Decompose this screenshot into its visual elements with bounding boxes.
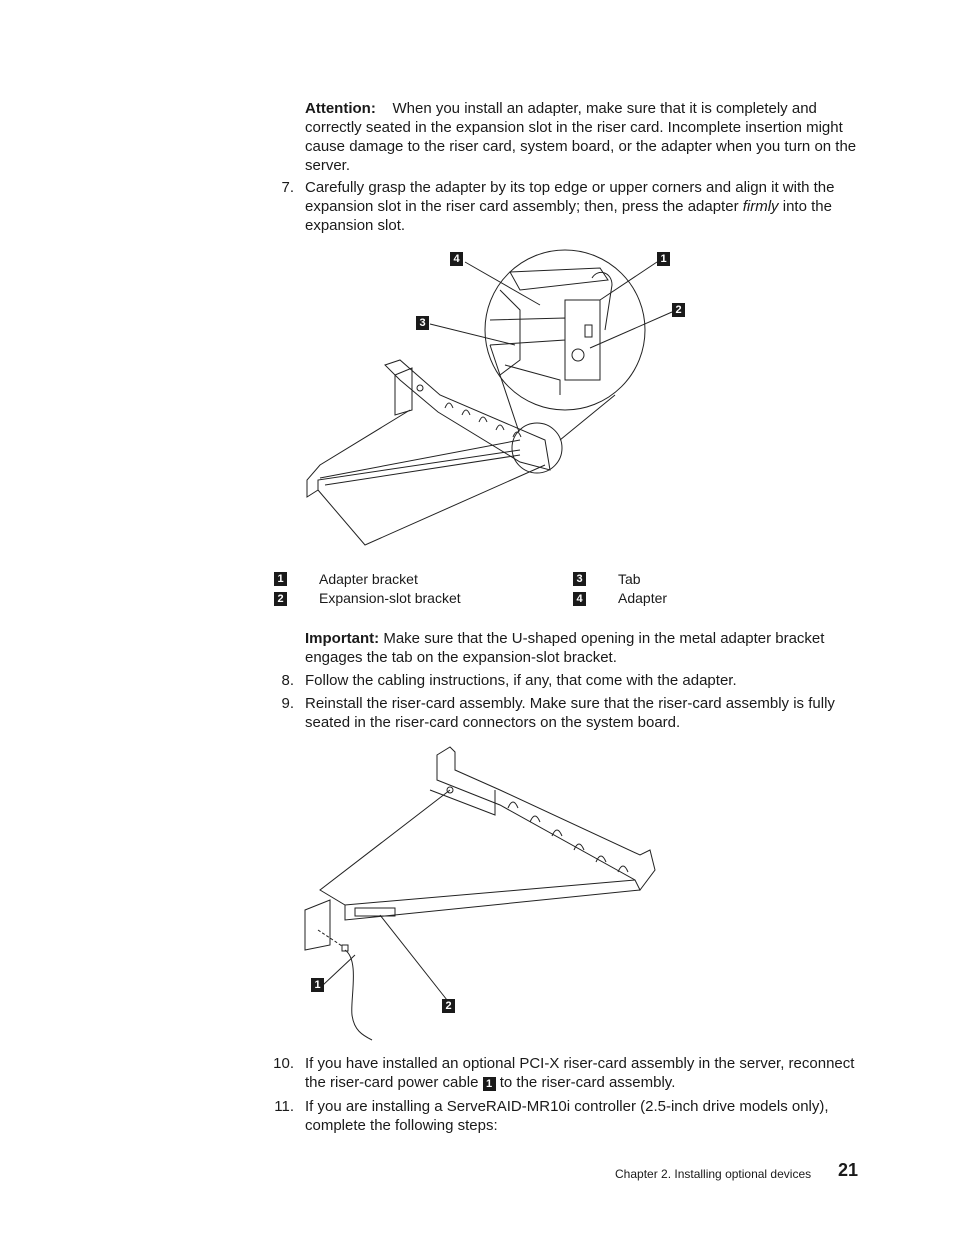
step-7-emphasis: firmly (742, 198, 779, 215)
riser2-card-top (320, 790, 635, 905)
figure1-callout-3: 3 (416, 316, 429, 330)
adapter-card-top (307, 410, 520, 497)
step-7-number: 7. (281, 179, 294, 196)
riser2-end-plate (305, 900, 330, 950)
legend-callout-1: 1 (274, 572, 287, 586)
detail-source-circle (512, 423, 562, 473)
legend-label-2: Expansion-slot bracket (319, 590, 461, 606)
legend-callout-4: 4 (573, 592, 586, 606)
power-cable (345, 950, 372, 1040)
figure1-callout-1: 1 (657, 252, 670, 266)
riser-hole (417, 385, 423, 391)
adapter-install-illustration (0, 245, 954, 555)
step-10-text-before: If you have installed an optional PCI-X riser-card assembly in the server, reconnect the riser-card power cable (305, 1055, 855, 1091)
legend-label-3: Tab (618, 571, 641, 587)
step-10-text-after: to the riser-card assembly. (499, 1074, 676, 1091)
step-11-text: If you are installing a ServeRAID-MR10i controller (2.5-inch drive models only), complete the following steps: (305, 1098, 829, 1134)
step-7-text (305, 178, 865, 235)
figure2-callout-2: 2 (442, 999, 455, 1013)
important-label: Important: (305, 630, 380, 647)
step-8-number: 8. (281, 672, 294, 689)
step-10-number: 10. (273, 1055, 294, 1072)
leader2-1 (323, 955, 355, 985)
attention-text: When you install an adapter, make sure that it is completely and correctly seated in the expansion slot in the riser card. Incomplete insertion might cause damage to the riser card, system board, or the adapter when you turn on the server. (305, 100, 857, 174)
legend-callout-3: 3 (573, 572, 586, 586)
attention-paragraph (305, 99, 865, 175)
step-7-text-before: Carefully grasp the adapter by its top edge or upper corners and align it with the expansion slot in the riser card assembly; then, press the adapter (305, 179, 835, 215)
riser-u-slots (445, 403, 521, 437)
important-text: Make sure that the U-shaped opening in the metal adapter bracket engages the tab on the expansion-slot bracket. (305, 630, 825, 666)
step-9-text: Reinstall the riser-card assembly. Make sure that the riser-card assembly is fully seated in the riser-card connectors on the system board. (305, 695, 835, 731)
legend-label-1: Adapter bracket (319, 571, 418, 587)
step-7-text-after: into the expansion slot. (305, 198, 832, 234)
legend-label-4: Adapter (618, 590, 668, 606)
step-8-text: Follow the cabling instructions, if any, that come with the adapter. (305, 672, 737, 689)
attention-label: Attention: (305, 100, 376, 117)
adapter-card-edge (318, 465, 545, 545)
footer-chapter: Chapter 2. Installing optional devices (615, 1167, 812, 1181)
page-number: 21 (838, 1160, 859, 1180)
leader2-2 (380, 915, 447, 1000)
figure1-callout-2: 2 (672, 303, 685, 317)
riser2-bracket-rail (437, 747, 655, 890)
step-11-number: 11. (274, 1098, 294, 1115)
legend-callout-2: 2 (274, 592, 287, 606)
step-10-text (305, 1054, 865, 1092)
riser2-u-slots (508, 802, 628, 872)
adapter-leader-line (320, 440, 520, 478)
step-9-number: 9. (281, 695, 294, 712)
important-paragraph (305, 629, 865, 667)
figure2-callout-1: 1 (311, 978, 324, 992)
riser-bracket-end (395, 368, 412, 415)
riser2-bracket-lower (430, 790, 495, 815)
figure1-callout-4: 4 (450, 252, 463, 266)
riser2-connector (355, 908, 395, 916)
adapter-card-line (325, 455, 520, 485)
riser-reinstall-illustration (0, 742, 954, 1042)
step-10-callout: 1 (483, 1077, 496, 1091)
